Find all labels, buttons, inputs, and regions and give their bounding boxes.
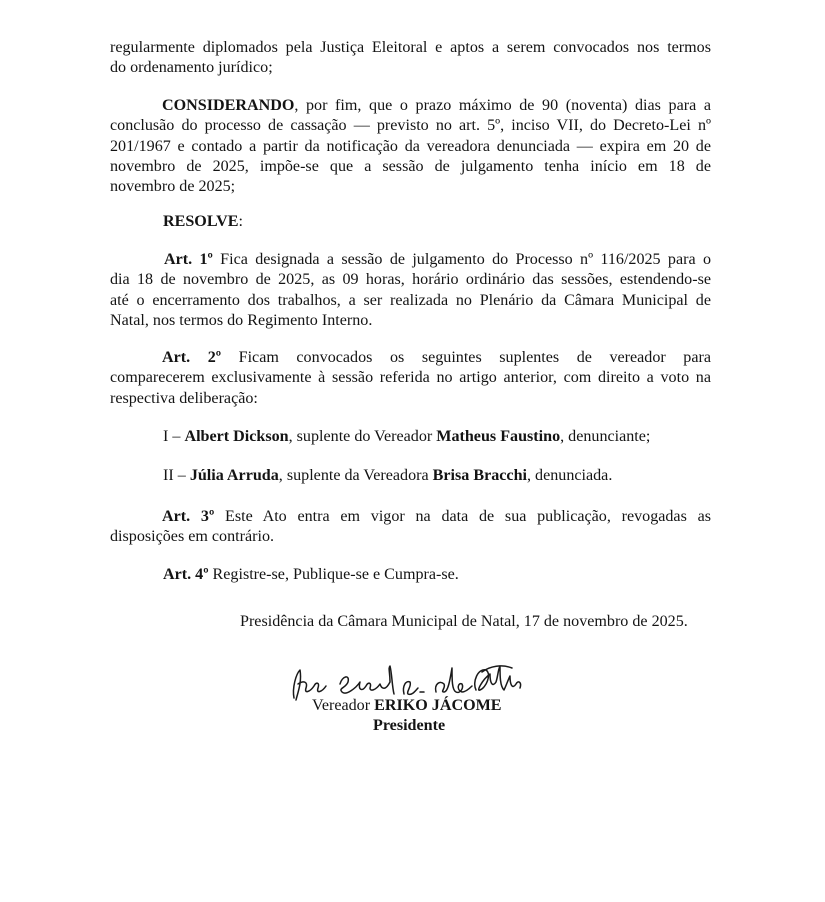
text-line xyxy=(110,507,711,527)
article-1-label: Art. 1º xyxy=(164,251,213,268)
text-fragment: Ficam convocados os seguintes suplentes de vereador para xyxy=(221,349,712,366)
article-4-label: Art. 4º xyxy=(163,566,209,583)
text-line: respectiva deliberação: xyxy=(110,389,258,407)
resolve-colon: : xyxy=(238,213,243,230)
text-fragment: , suplente da Vereadora xyxy=(278,467,433,484)
signatory-prefix: Vereador xyxy=(312,697,375,714)
article-4 xyxy=(163,565,459,585)
text-line: conclusão do processo de cassação — previsto no art. 5º, inciso VII, do Decreto-Lei nº xyxy=(110,117,711,135)
resolve-label: RESOLVE xyxy=(163,213,239,230)
text-line: disposições em contrário. xyxy=(110,528,275,546)
list-item-2 xyxy=(163,466,612,486)
text-line: comparecerem exclusivamente à sessão referida no artigo anterior, com direito a voto na xyxy=(110,369,711,387)
article-2 xyxy=(110,348,711,409)
text-fragment: , denunciada. xyxy=(527,467,613,484)
text-fragment: Registre-se, Publique-se e Cumpra-se. xyxy=(208,566,459,583)
signatory-title: Presidente xyxy=(373,717,446,734)
paragraph-considerando xyxy=(110,96,711,197)
item-prefix: I – xyxy=(163,428,185,445)
article-3-label: Art. 3º xyxy=(162,508,215,525)
text-line: novembro de 2025; xyxy=(110,178,236,196)
list-item-1 xyxy=(163,427,650,447)
councilor-name: Brisa Bracchi xyxy=(432,467,527,484)
text-fragment: Este Ato entra em vigor na data de sua publicação, revogadas as xyxy=(214,508,711,525)
text-line: regularmente diplomados pela Justiça Eleitoral e aptos a serem convocados nos termos xyxy=(110,39,711,56)
text-line xyxy=(110,250,711,270)
text-line: Natal, nos termos do Regimento Interno. xyxy=(110,311,373,329)
signatory-name: ERIKO JÁCOME xyxy=(374,697,502,714)
substitute-name: Júlia Arruda xyxy=(189,467,279,484)
signatory-line xyxy=(312,696,502,716)
article-2-label: Art. 2º xyxy=(162,349,222,366)
text-line: 201/1967 e contado a partir da notificação da vereadora denunciada — expira em 20 de xyxy=(110,137,711,155)
text-line: até o encerramento dos trabalhos, a ser realizada no Plenário da Câmara Municipal de xyxy=(110,291,711,309)
closing-place-date: Presidência da Câmara Municipal de Natal, 17 de novembro de 2025. xyxy=(240,613,688,630)
paragraph-eligibility xyxy=(110,38,711,79)
article-1 xyxy=(110,250,711,331)
text-fragment: , suplente do Vereador xyxy=(288,428,437,445)
considerando-label: CONSIDERANDO xyxy=(162,97,295,114)
article-3 xyxy=(110,507,711,548)
text-fragment: , denunciante; xyxy=(560,428,651,445)
text-line xyxy=(110,348,711,368)
resolve-heading xyxy=(163,212,243,232)
item-prefix: II – xyxy=(163,467,190,484)
substitute-name: Albert Dickson xyxy=(184,428,289,445)
text-fragment: , por fim, que o prazo máximo de 90 (noventa) dias para a xyxy=(294,97,711,114)
text-line xyxy=(110,96,711,116)
councilor-name: Matheus Faustino xyxy=(436,428,561,445)
text-line: dia 18 de novembro de 2025, as 09 horas, horário ordinário das sessões, estendendo-se xyxy=(110,271,711,289)
text-line: do ordenamento jurídico; xyxy=(110,59,273,77)
text-line: novembro de 2025, impõe-se que a sessão de julgamento tenha início em 18 de xyxy=(110,157,711,175)
text-fragment: Fica designada a sessão de julgamento do Processo nº 116/2025 para o xyxy=(212,251,711,268)
